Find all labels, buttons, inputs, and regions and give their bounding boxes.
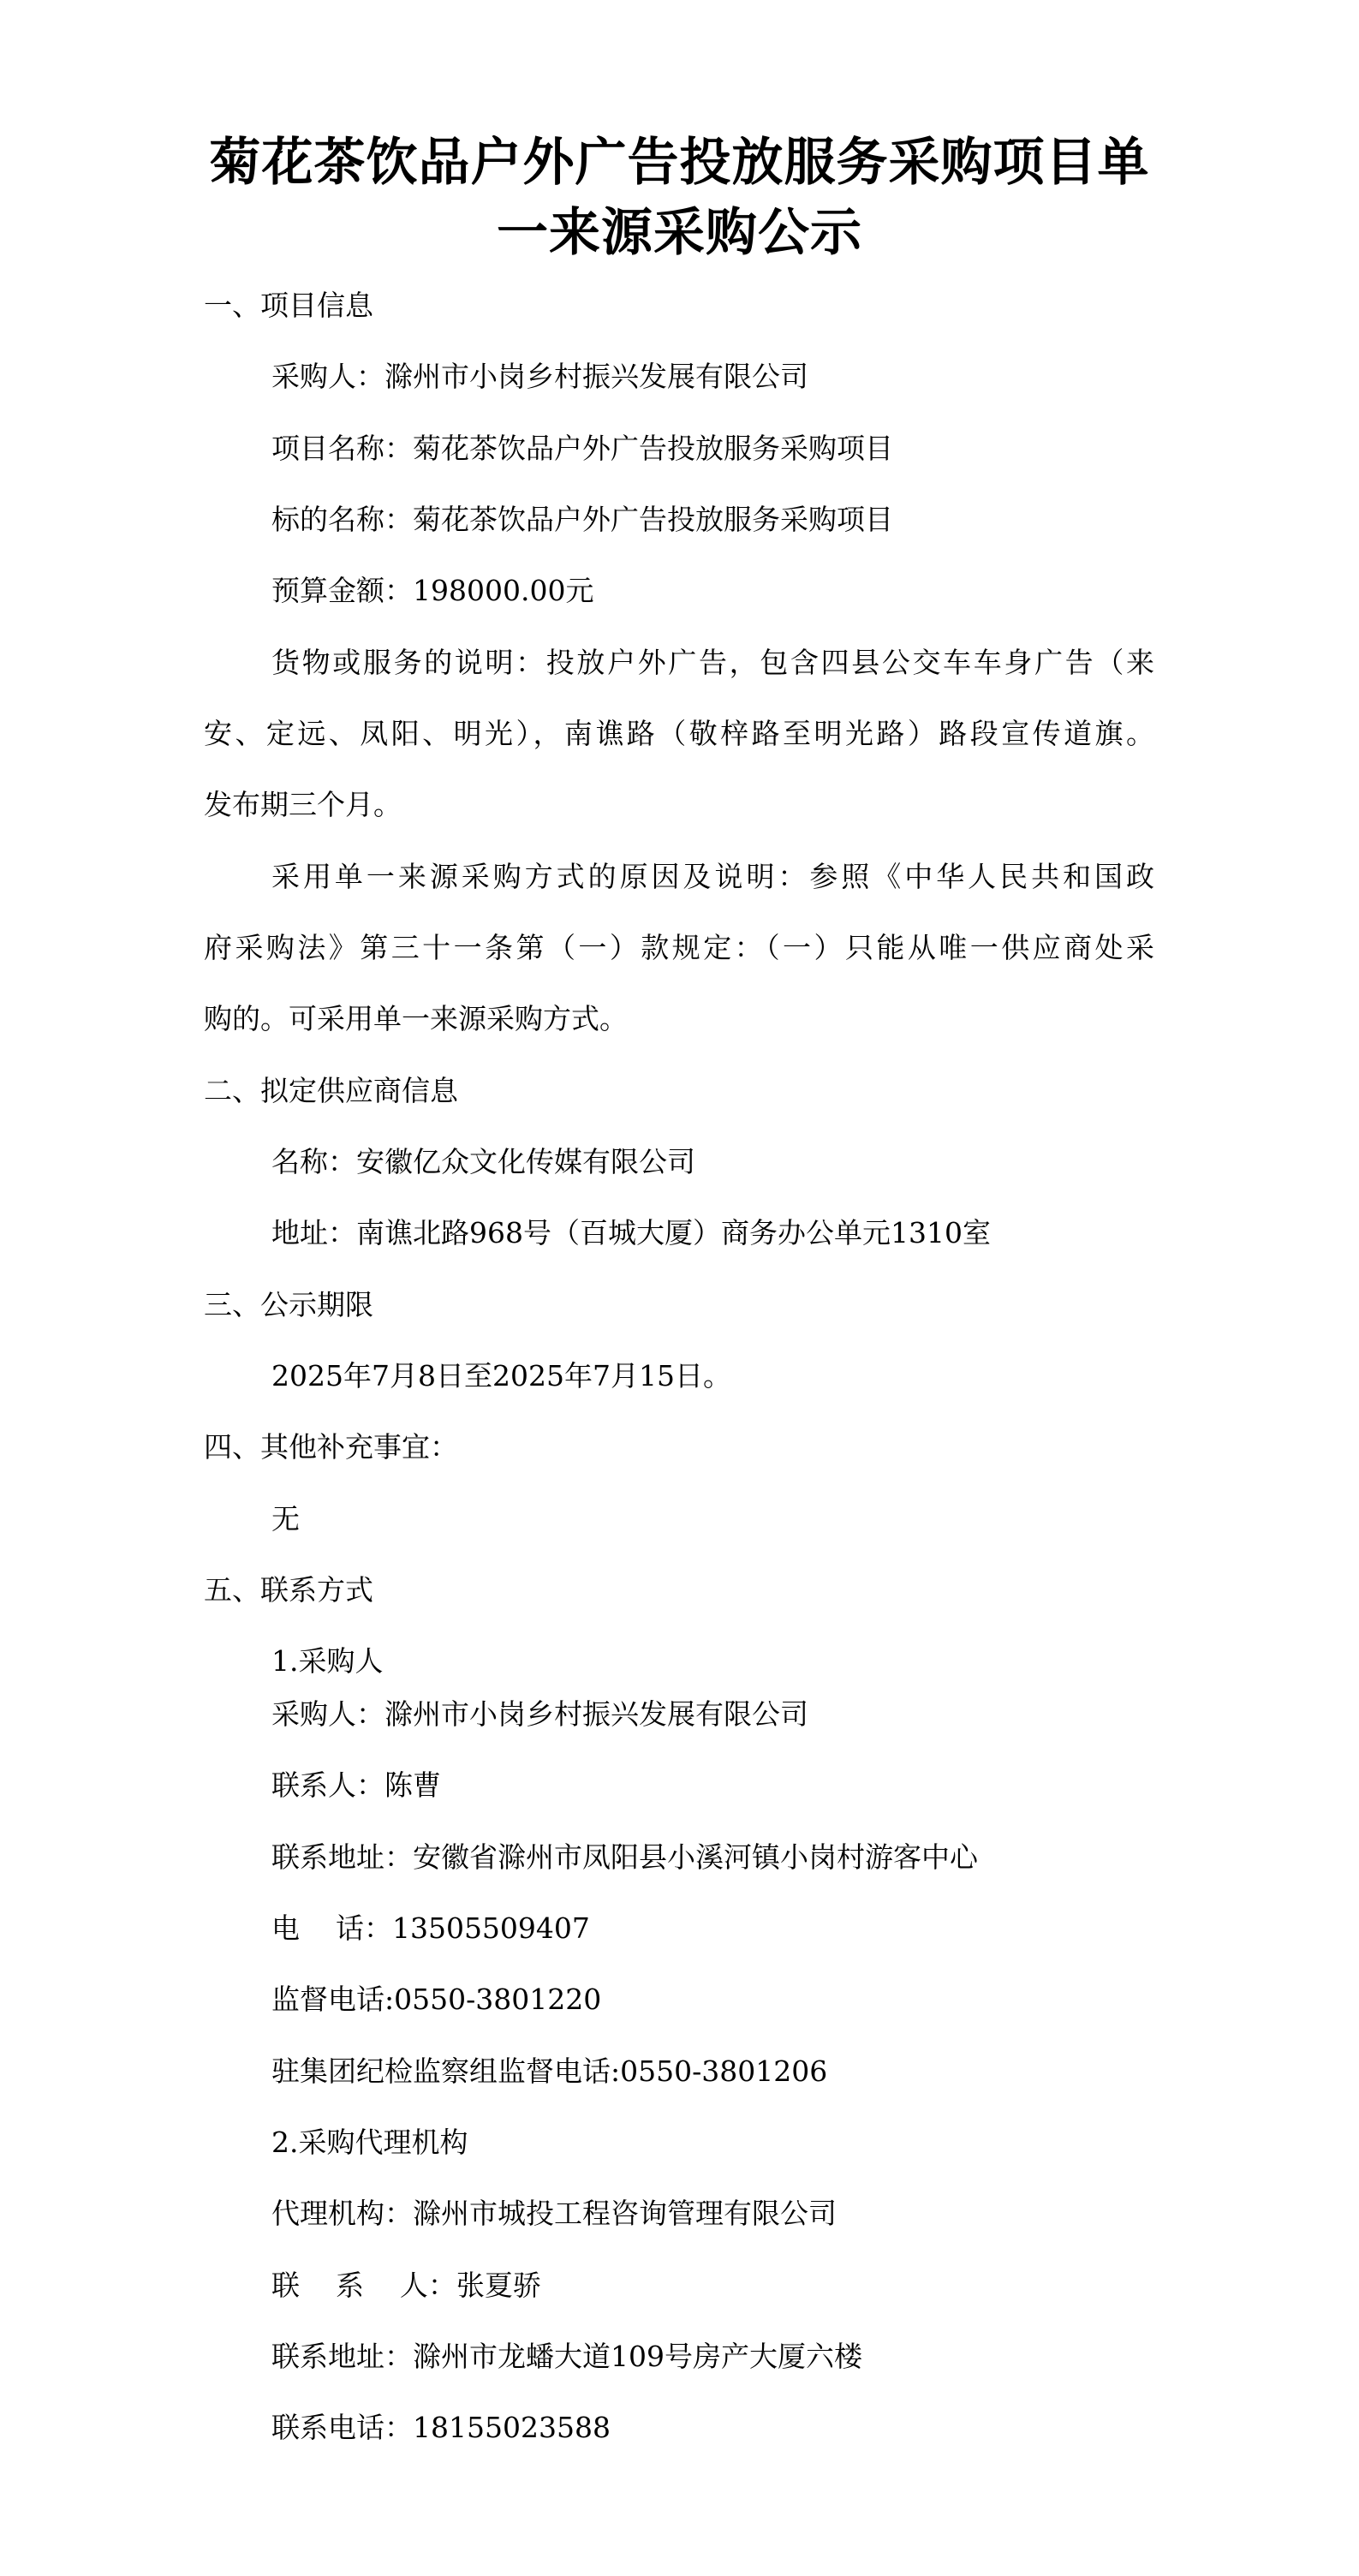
- agency-contact-line: 联 系 人：张夏骄: [271, 2269, 541, 2302]
- purchaser-name-line: 采购人：滁州市小岗乡村振兴发展有限公司: [271, 1697, 808, 1731]
- section-heading-publicity-period: 三、公示期限: [204, 1288, 373, 1321]
- service-description-line-3: 发布期三个月。: [204, 788, 402, 821]
- agency-address-line: 联系地址：滁州市龙蟠大道109号房产大厦六楼: [271, 2340, 862, 2373]
- supervision-phone-line: 监督电话:0550-3801220: [271, 1983, 602, 2016]
- discipline-phone-line: 驻集团纪检监察组监督电话:0550-3801206: [271, 2054, 828, 2088]
- purchaser-line: 采购人：滁州市小岗乡村振兴发展有限公司: [271, 360, 808, 393]
- section-heading-contact: 五、联系方式: [204, 1573, 373, 1607]
- document-title-line-1: 菊花茶饮品户外广告投放服务采购项目单: [209, 133, 1150, 193]
- subject-name-line: 标的名称：菊花茶饮品户外广告投放服务采购项目: [271, 503, 893, 536]
- publicity-period-line: 2025年7月8日至2025年7月15日。: [271, 1359, 731, 1392]
- agency-phone-line: 联系电话：18155023588: [271, 2411, 611, 2444]
- service-description-line-1: 货物或服务的说明：投放户外广告，包含四县公交车车身广告（来: [271, 646, 1154, 679]
- budget-line: 预算金额：198000.00元: [271, 574, 594, 607]
- purchaser-contact-line: 联系人：陈曹: [271, 1768, 441, 1802]
- supplier-address-line: 地址：南谯北路968号（百城大厦）商务办公单元1310室: [271, 1216, 991, 1249]
- reason-line-2: 府采购法》第三十一条第（一）款规定：（一）只能从唯一供应商处采: [204, 931, 1154, 964]
- purchaser-subheading: 1.采购人: [271, 1644, 384, 1678]
- project-name-line: 项目名称：菊花茶饮品户外广告投放服务采购项目: [271, 432, 893, 465]
- section-heading-project-info: 一、项目信息: [204, 289, 373, 322]
- section-heading-supplier-info: 二、拟定供应商信息: [204, 1074, 458, 1107]
- section-heading-other-matters: 四、其他补充事宜：: [204, 1430, 458, 1464]
- agency-subheading: 2.采购代理机构: [271, 2126, 468, 2159]
- document-title-line-2: 一来源采购公示: [497, 203, 862, 263]
- supplier-name-line: 名称：安徽亿众文化传媒有限公司: [271, 1145, 695, 1178]
- reason-line-3: 购的。可采用单一来源采购方式。: [204, 1002, 628, 1035]
- other-matters-content: 无: [271, 1502, 300, 1535]
- service-description-line-2: 安、定远、凤阳、明光），南谯路（敬梓路至明光路）路段宣传道旗。: [204, 717, 1154, 750]
- purchaser-phone-line: 电 话：13505509407: [271, 1911, 590, 1945]
- reason-line-1: 采用单一来源采购方式的原因及说明：参照《中华人民共和国政: [271, 860, 1154, 893]
- agency-name-line: 代理机构：滁州市城投工程咨询管理有限公司: [271, 2197, 837, 2230]
- purchaser-address-line: 联系地址：安徽省滁州市凤阳县小溪河镇小岗村游客中心: [271, 1840, 978, 1874]
